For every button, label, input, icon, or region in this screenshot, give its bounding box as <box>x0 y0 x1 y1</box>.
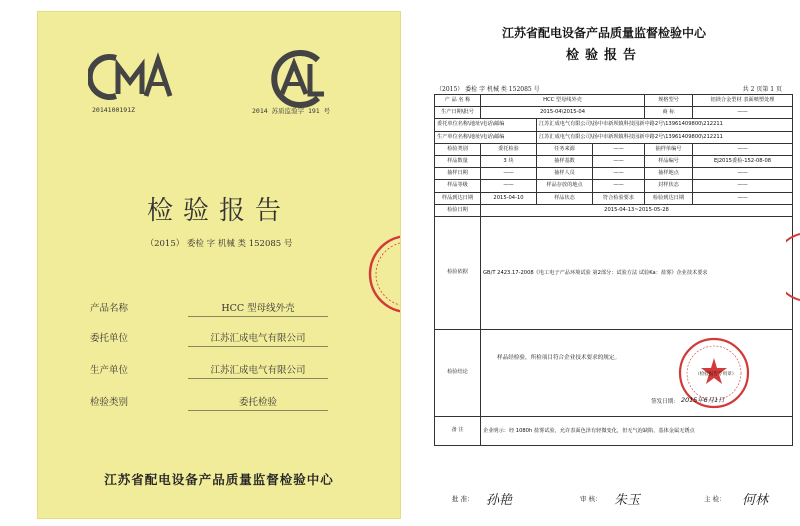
table-cell: 规格型号 <box>645 95 693 107</box>
cover-field-value: 江苏汇成电气有限公司 <box>188 330 328 347</box>
cma-cert-number: 2014100191Z <box>92 106 136 114</box>
table-cell: —— <box>693 192 793 204</box>
stamp-caption: （检验报告专用章） <box>695 371 737 377</box>
table-cell: 样品编号 <box>645 155 693 167</box>
red-seal-stamp-icon <box>368 234 400 314</box>
report-org-name: 江苏省配电设备产品质量监督检验中心 <box>501 26 706 40</box>
report-number: （2015） 委检 字 机械 类 152085 号 <box>436 86 540 93</box>
cover-report-number: （2015） 委检 字 机械 类 152085 号 <box>145 239 293 249</box>
chief-inspector-signature: 何林 <box>742 493 769 508</box>
cover-field-label: 生产单位 <box>90 365 129 376</box>
table-cell: —— <box>593 143 645 155</box>
issue-date-value: 2015年6月1日 <box>681 395 725 404</box>
cover-field-value: 委托检验 <box>188 394 328 411</box>
table-row <box>435 155 793 167</box>
table-cell: —— <box>693 168 793 180</box>
table-cell: 检验依据 <box>435 216 481 329</box>
table-cell: —— <box>593 155 645 167</box>
cal-cert-number: 2014 苏质监验字 191 号 <box>252 107 331 115</box>
table-cell: 抽样日期 <box>435 168 481 180</box>
table-cell: —— <box>693 107 793 119</box>
table-cell: 生产日期\批号 <box>435 107 481 119</box>
table-cell: 产 品 名 称 <box>435 95 481 107</box>
red-seal-stamp-icon <box>786 232 800 302</box>
svg-text:MA: MA <box>133 82 135 83</box>
review-signature: 朱玉 <box>614 493 641 508</box>
cover-title: 检验报告 <box>146 196 291 226</box>
table-cell: 抽样地点 <box>645 168 693 180</box>
table-cell: 任务来源 <box>537 143 593 155</box>
conclusion-text: 样品经检验，所检项目符合企业技术要求的规定。 <box>497 354 621 361</box>
table-cell: 2015-04\2015-04 <box>481 107 645 119</box>
table-row <box>435 216 793 329</box>
cover-field-label: 委托单位 <box>90 333 129 344</box>
review-label: 审 核： <box>580 495 602 503</box>
cover-field-value: HCC 型母线外壳 <box>188 300 328 317</box>
table-cell: —— <box>693 143 793 155</box>
table-cell: 样品存放的地点 <box>537 180 593 192</box>
table-cell: —— <box>593 180 645 192</box>
table-cell <box>481 329 793 416</box>
report-table <box>434 94 793 446</box>
table-cell: —— <box>693 180 793 192</box>
table-cell: 企业明示：经 1080h 盐雾试验，允许表面色泽有轻微变化，但无气泡缺陷，基体金属无锈点 <box>481 416 793 445</box>
table-cell: 商 标 <box>645 107 693 119</box>
table-row <box>435 204 793 216</box>
table-cell: —— <box>593 168 645 180</box>
table-row <box>435 168 793 180</box>
table-cell: 委托检验 <box>481 143 537 155</box>
table-cell: 铝镁合金型材 表面喷塑处理 <box>693 95 793 107</box>
table-cell: 备 注 <box>435 416 481 445</box>
table-cell: 符合检验要求 <box>593 192 645 204</box>
table-row <box>435 119 793 131</box>
approve-label: 批 准： <box>452 495 474 503</box>
table-cell: HCC 型母线外壳 <box>481 95 645 107</box>
table-cell: 生产单位名称\地址\电话\邮编 <box>435 131 537 143</box>
table-cell: GB/T 2423.17-2008《电工电子产品环境试验 第2部分：试验方法 试验Ka：盐雾》企业技术要求 <box>481 216 793 329</box>
table-cell: 江苏汇成电气有限公司\扬中市新坝镇科技园新中路2号\13961409800\212211 <box>537 119 793 131</box>
issue-date-label: 签发日期： <box>651 398 679 405</box>
table-cell: 样品到达日期 <box>435 192 481 204</box>
report-page-1 <box>414 14 794 518</box>
table-cell: 3 块 <box>481 155 537 167</box>
table-cell: 检验结论 <box>435 329 481 416</box>
table-cell: 2015-04-13~2015-05-28 <box>481 204 793 216</box>
cover-field-value: 江苏汇成电气有限公司 <box>188 362 328 379</box>
table-cell: EJ2015委检-152-08-08 <box>693 155 793 167</box>
report-title: 检验报告 <box>565 48 642 63</box>
table-cell: —— <box>481 180 537 192</box>
table-cell: 样品状态 <box>537 192 593 204</box>
approve-signature: 孙艳 <box>486 493 513 508</box>
cover-field-label: 产品名称 <box>90 303 129 314</box>
cal-logo-icon <box>264 50 332 108</box>
table-row <box>435 416 793 445</box>
table-cell: 样品等级 <box>435 180 481 192</box>
table-cell: 委托单位名称\地址\电话\邮编 <box>435 119 537 131</box>
table-cell: 封样状态 <box>645 180 693 192</box>
report-cover <box>38 12 400 518</box>
table-cell: 抽样人员 <box>537 168 593 180</box>
page-indicator: 共 2 页第 1 页 <box>742 86 782 93</box>
table-row <box>435 107 793 119</box>
chief-inspector-label: 主 检： <box>704 495 726 503</box>
cover-field-label: 检验类别 <box>90 397 129 408</box>
table-row <box>435 131 793 143</box>
table-cell: 江苏汇成电气有限公司\扬中市新坝镇科技园新中路2号\13961409800\212211 <box>537 131 793 143</box>
table-cell: 检验到达日期 <box>645 192 693 204</box>
table-cell: 样品数量 <box>435 155 481 167</box>
table-cell: 抽样基数 <box>537 155 593 167</box>
cover-issuing-center: 江苏省配电设备产品质量监督检验中心 <box>104 472 334 487</box>
table-row <box>435 192 793 204</box>
table-row <box>435 143 793 155</box>
table-row <box>435 329 793 416</box>
table-cell: 检验日期 <box>435 204 481 216</box>
table-cell: 检验类别 <box>435 143 481 155</box>
table-cell: —— <box>481 168 537 180</box>
table-cell: 2015-04-10 <box>481 192 537 204</box>
cma-logo-icon <box>88 52 178 102</box>
table-row <box>435 95 793 107</box>
table-row <box>435 180 793 192</box>
table-cell: 抽样单编号 <box>645 143 693 155</box>
